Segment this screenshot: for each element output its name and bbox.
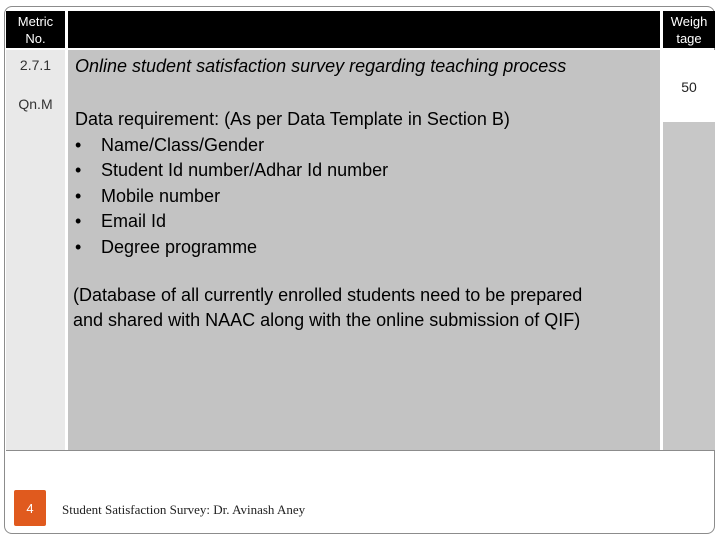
list-item: • Degree programme (75, 235, 510, 261)
data-requirements (75, 107, 510, 260)
footer-caption: Student Satisfaction Survey: Dr. Avinash Aney (62, 502, 306, 517)
weightage-column (663, 122, 715, 450)
header-weightage: Weigh tage (663, 11, 715, 48)
page-number-badge: 4 (14, 490, 46, 526)
list-item: • Email Id (75, 209, 510, 235)
footer-divider (6, 450, 715, 451)
weightage-value: 50 (681, 79, 697, 95)
metric-number: 2.7.1 (19, 57, 52, 73)
metric-title: Online student satisfaction survey regarding teaching process (75, 56, 567, 76)
header-blank (68, 11, 660, 48)
requirement-heading: Data requirement: (As per Data Template in Section B) (75, 109, 510, 129)
requirement-list (75, 133, 510, 261)
list-item: • Student Id number/Adhar Id number (75, 158, 510, 184)
metric-type: Qn.M (18, 96, 53, 112)
list-item: • Mobile number (75, 184, 510, 210)
database-note: (Database of all currently enrolled students need to be prepared and shared with NAAC along with the online submission of QIF) (73, 285, 583, 330)
list-item: • Name/Class/Gender (75, 133, 510, 159)
header-metric-no: Metric No. (6, 11, 65, 48)
